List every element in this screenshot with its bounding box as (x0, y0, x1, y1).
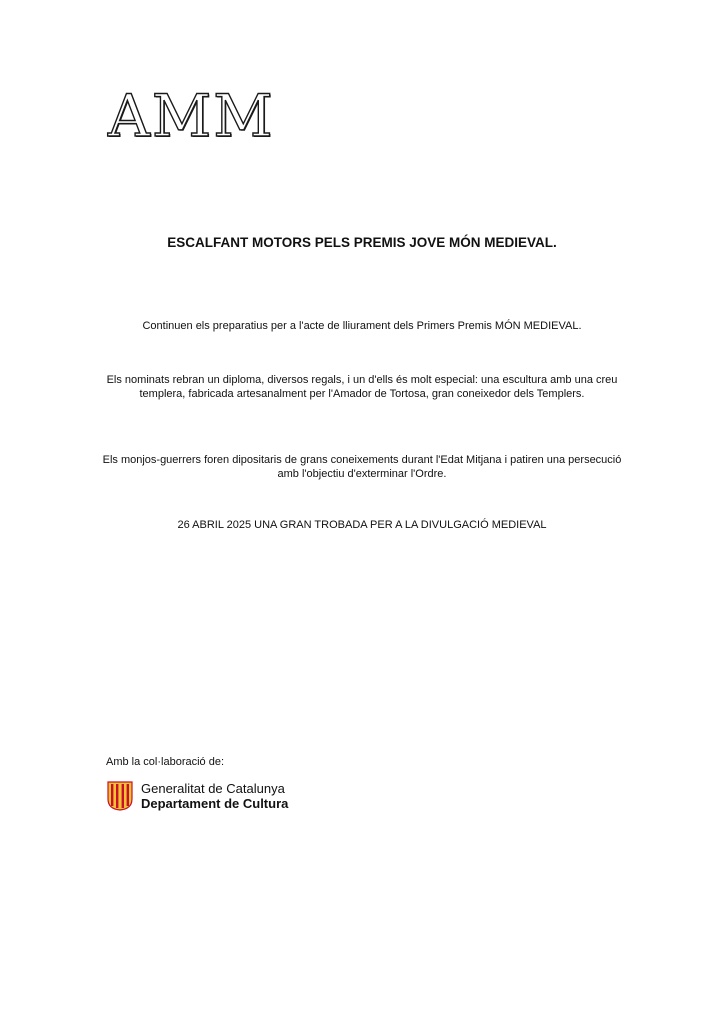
generalitat-line: Generalitat de Catalunya (141, 781, 285, 796)
department-line: Departament de Cultura (141, 796, 289, 811)
generalitat-name (141, 781, 288, 811)
collaboration-label: Amb la col·laboració de: (106, 756, 225, 768)
paragraph-preparations: Continuen els preparatius per a l'acte de lliurament dels Primers Premis MÓN MEDIEVAL. (142, 320, 582, 332)
paragraph-nominees: Els nominats rebran un diploma, diversos regals, i un d'ells és molt especial: una escultura amb una creu templera, fabricada artesanalment per l'Amador de Tortosa, gran coneixedor dels Templers. (106, 374, 618, 400)
paragraph-templars: Els monjos-guerrers foren dipositaris de grans coneixements durant l'Edat Mitjana i patiren una persecució amb l'objectiu d'exterminar l'Ordre. (102, 454, 622, 480)
paragraph-event-date: 26 ABRIL 2025 UNA GRAN TROBADA PER A LA DIVULGACIÓ MEDIEVAL (177, 519, 547, 531)
amm-logo: AMM (108, 82, 275, 150)
generalitat-emblem-icon (107, 781, 133, 811)
page-title: ESCALFANT MOTORS PELS PREMIS JOVE MÓN MEDIEVAL. (167, 235, 557, 250)
